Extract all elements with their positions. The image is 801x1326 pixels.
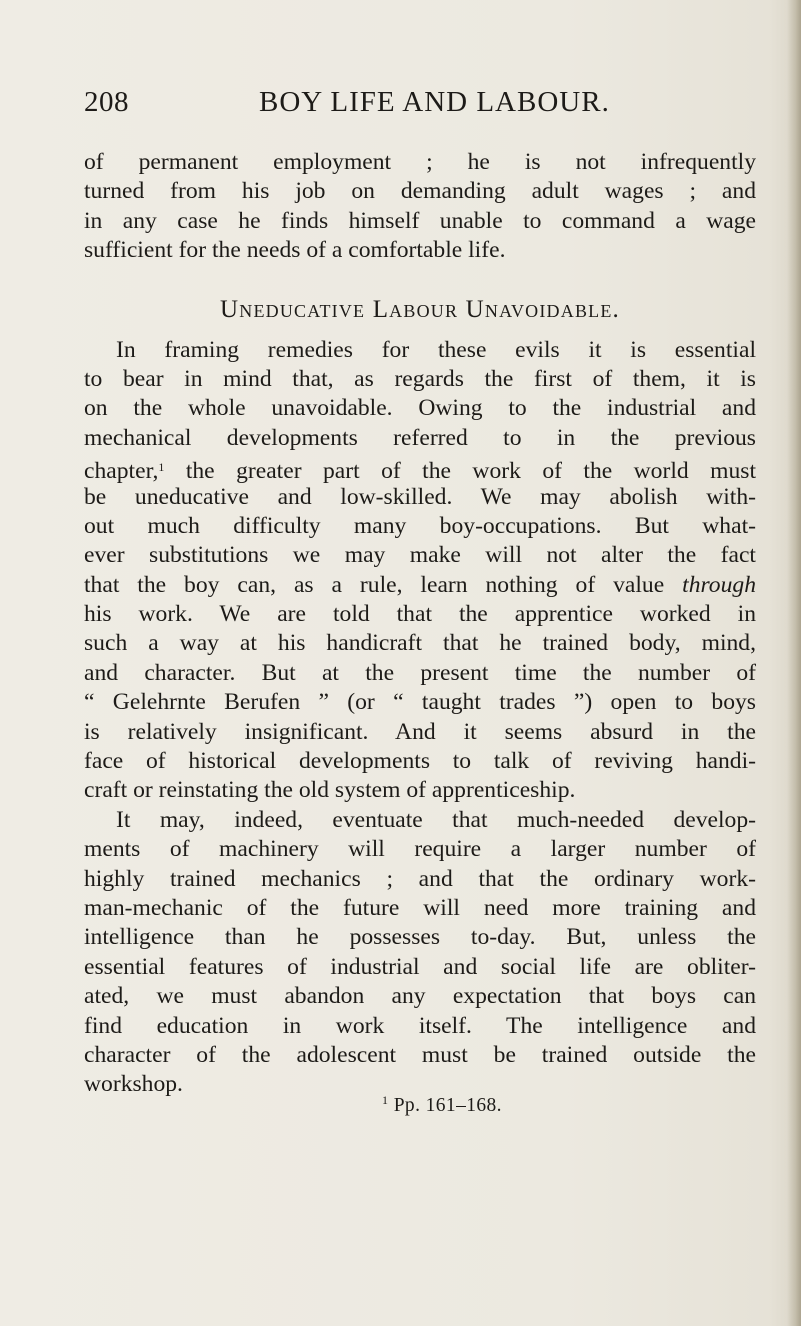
text-line-with-italic xyxy=(84,571,756,600)
text-line: mechanical developments referred to in the previous xyxy=(84,424,756,451)
text-line: ever substitutions we may make will not alter the fact xyxy=(84,542,756,569)
footnote-text: Pp. 161–168. xyxy=(393,1095,502,1116)
italic-word: through xyxy=(682,571,756,598)
text-line: workshop. xyxy=(84,1071,183,1098)
text-line: craft or reinstating the old system of apprenticeship. xyxy=(84,777,576,804)
footnote xyxy=(382,1093,502,1117)
page-edge-shadow xyxy=(787,0,801,1326)
text-fragment: that the boy can, as a rule, learn nothing of value xyxy=(84,571,665,598)
text-line: It may, indeed, eventuate that much-needed develop- xyxy=(116,806,756,833)
text-line: “ Gelehrnte Berufen ” (or “ taught trades ”) open to boys xyxy=(84,689,756,716)
text-line: and character. But at the present time the number of xyxy=(84,659,756,686)
footnote-mark: 1 xyxy=(382,1093,389,1107)
text-line: in any case he finds himself unable to command a wage xyxy=(84,207,756,234)
text-line: character of the adolescent must be trained outside the xyxy=(84,1041,756,1068)
text-line: on the whole unavoidable. Owing to the industrial and xyxy=(84,395,756,422)
text-line: out much difficulty many boy-occupations. But what- xyxy=(84,512,756,539)
text-line: sufficient for the needs of a comfortable life. xyxy=(84,237,506,264)
text-line: ments of machinery will require a larger number of xyxy=(84,836,756,863)
text-fragment: chapter, xyxy=(84,458,159,485)
text-line: man-mechanic of the future will need more training and xyxy=(84,894,756,921)
section-heading: Uneducative Labour Unavoidable. xyxy=(220,295,620,323)
text-line: of permanent employment ; he is not infrequently xyxy=(84,149,756,175)
text-line: turned from his job on demanding adult wages ; and xyxy=(84,178,756,205)
text-line: is relatively insignificant. And it seems absurd in the xyxy=(84,718,756,745)
text-line: his work. We are told that the apprentice worked in xyxy=(84,601,756,628)
text-line: In framing remedies for these evils it is essential xyxy=(116,336,756,363)
text-line: essential features of industrial and social life are obliter- xyxy=(84,953,756,980)
text-line: find education in work itself. The intelligence and xyxy=(84,1012,756,1039)
running-head xyxy=(84,86,756,126)
text-line: face of historical developments to talk of reviving handi- xyxy=(84,748,756,775)
paragraph-1 xyxy=(84,148,756,266)
text-line: intelligence than he possesses to-day. But, unless the xyxy=(84,924,756,951)
text-line: such a way at his handicraft that he trained body, mind, xyxy=(84,630,756,657)
text-line: to bear in mind that, as regards the first of them, it is xyxy=(84,365,756,392)
text-line-with-footnote xyxy=(84,453,757,485)
footnote-reference: 1 xyxy=(158,460,165,475)
text-line: highly trained mechanics ; and that the ordinary work- xyxy=(84,865,756,892)
text-line: ated, we must abandon any expectation that boys can xyxy=(84,983,756,1010)
running-title: BOY LIFE AND LABOUR. xyxy=(259,86,610,118)
text-fragment: the greater part of the work of the world must xyxy=(185,458,757,485)
paragraph-2 xyxy=(84,336,756,806)
body-text xyxy=(84,148,756,1100)
paragraph-3 xyxy=(84,806,756,1100)
text-line: be uneducative and low-skilled. We may abolish with- xyxy=(84,483,756,510)
page-number: 208 xyxy=(84,86,129,118)
